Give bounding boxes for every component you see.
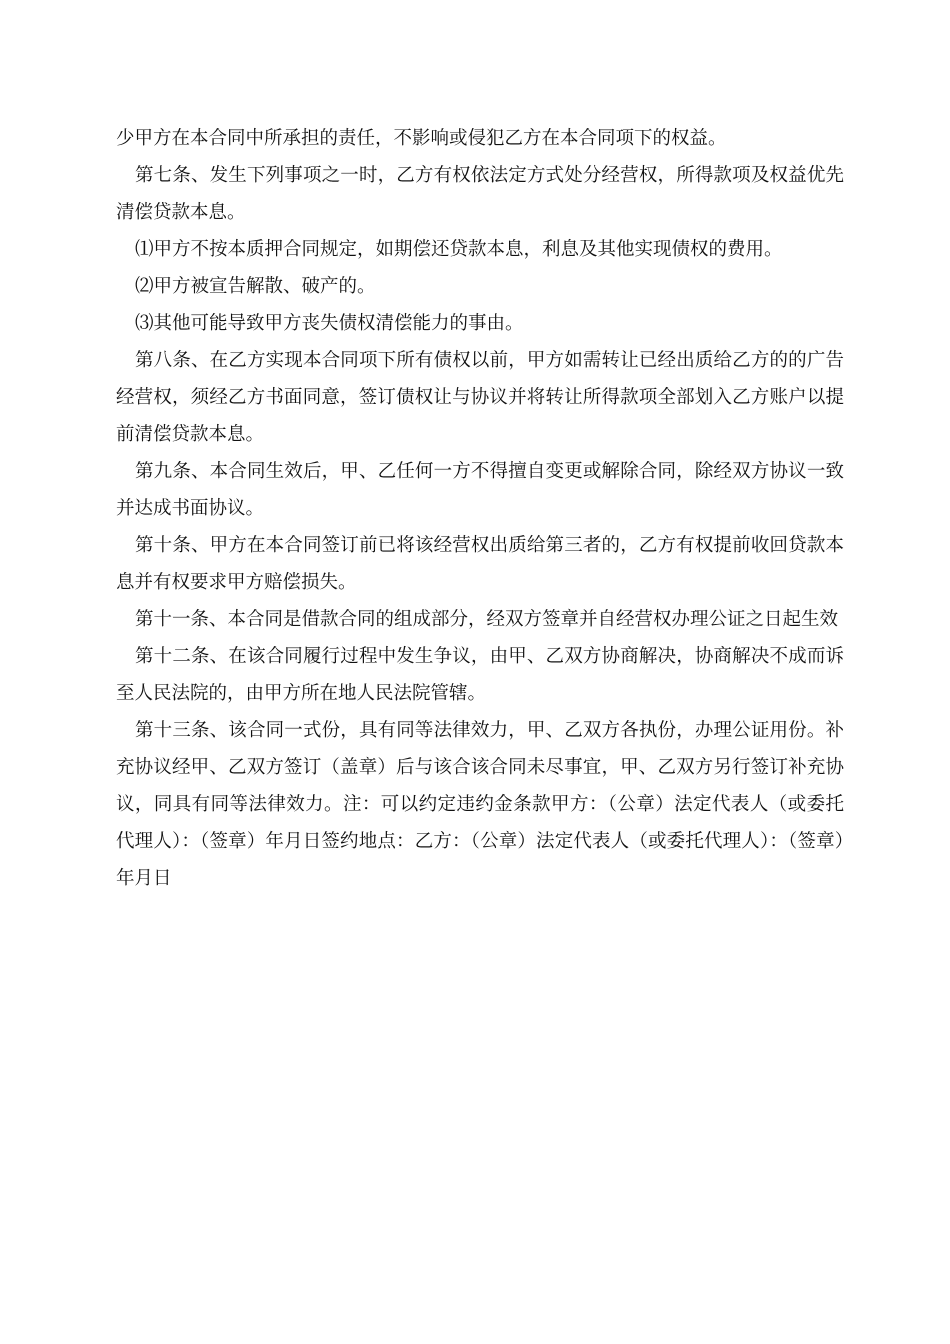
paragraph-article-13: 第十三条、该合同一式份，具有同等法律效力，甲、乙双方各执份，办理公证用份。补充协议经甲、乙双方签订（盖章）后与该合该合同未尽事宜，甲、乙双方另行签订补充协议，同具有同等法律效力。注：可以约定违约金条款甲方：（公章）法定代表人（或委托代理人）：（签章）年月日签约地点：乙方：（公章）法定代表人（或委托代理人）：（签章）年月日	[116, 720, 844, 889]
list-item-1: ⑴甲方不按本质押合同规定，如期偿还贷款本息，利息及其他实现债权的费用。	[135, 239, 783, 260]
paragraph-article-7: 第七条、发生下列事项之一时，乙方有权依法定方式处分经营权，所得款项及权益优先清偿贷款本息。	[116, 165, 844, 223]
list-item-2: ⑵甲方被宣告解散、破产的。	[135, 276, 376, 297]
paragraph-article-12: 第十二条、在该合同履行过程中发生争议，由甲、乙双方协商解决，协商解决不成而诉至人民法院的，由甲方所在地人民法院管辖。	[116, 646, 844, 704]
paragraph-article-8: 第八条、在乙方实现本合同项下所有债权以前，甲方如需转让已经出质给乙方的的广告经营权，须经乙方书面同意，签订债权让与协议并将转让所得款项全部划入乙方账户以提前清偿贷款本息。	[116, 350, 844, 445]
paragraph-article-10: 第十条、甲方在本合同签订前已将该经营权出质给第三者的，乙方有权提前收回贷款本息并有权要求甲方赔偿损失。	[116, 535, 844, 593]
list-item-3: ⑶其他可能导致甲方丧失债权清偿能力的事由。	[135, 313, 524, 334]
paragraph-continuation: 少甲方在本合同中所承担的责任，不影响或侵犯乙方在本合同项下的权益。	[116, 128, 727, 149]
document-body	[116, 120, 844, 897]
paragraph-article-11: 第十一条、本合同是借款合同的组成部分，经双方签章并自经营权办理公证之日起生效	[135, 609, 839, 630]
paragraph-article-9: 第九条、本合同生效后，甲、乙任何一方不得擅自变更或解除合同，除经双方协议一致并达成书面协议。	[116, 461, 844, 519]
